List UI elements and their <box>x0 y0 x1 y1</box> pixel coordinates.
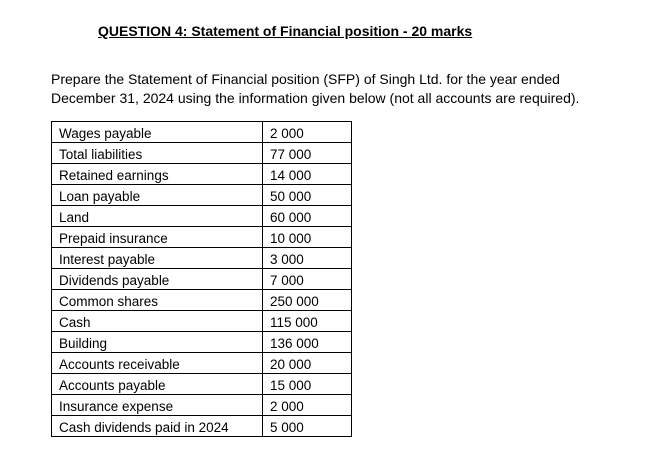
account-name: Retained earnings <box>52 164 263 185</box>
table-row <box>52 206 352 227</box>
account-amount: 14 000 <box>263 164 352 185</box>
instructions-line-2: December 31, 2024 using the information given below (not all accounts are required). <box>51 90 580 106</box>
account-name: Loan payable <box>52 185 263 206</box>
account-amount: 7 000 <box>263 269 352 290</box>
account-name: Building <box>52 332 263 353</box>
accounts-table <box>51 121 352 437</box>
table-row <box>52 248 352 269</box>
account-amount: 60 000 <box>263 206 352 227</box>
table-row <box>52 164 352 185</box>
account-name: Land <box>52 206 263 227</box>
instructions-line-1: Prepare the Statement of Financial position (SFP) of Singh Ltd. for the year ended <box>51 71 560 87</box>
account-name: Accounts payable <box>52 374 263 395</box>
table-row <box>52 269 352 290</box>
account-amount: 10 000 <box>263 227 352 248</box>
account-name: Cash <box>52 311 263 332</box>
account-amount: 136 000 <box>263 332 352 353</box>
account-name: Prepaid insurance <box>52 227 263 248</box>
table-row <box>52 353 352 374</box>
table-row <box>52 185 352 206</box>
table-row <box>52 374 352 395</box>
table-row <box>52 227 352 248</box>
account-name: Dividends payable <box>52 269 263 290</box>
account-amount: 15 000 <box>263 374 352 395</box>
account-name: Common shares <box>52 290 263 311</box>
account-amount: 2 000 <box>263 122 352 143</box>
account-name: Total liabilities <box>52 143 263 164</box>
account-name: Insurance expense <box>52 395 263 416</box>
account-amount: 250 000 <box>263 290 352 311</box>
table-row <box>52 143 352 164</box>
account-amount: 2 000 <box>263 395 352 416</box>
table-row <box>52 416 352 437</box>
table-row <box>52 332 352 353</box>
question-heading: QUESTION 4: Statement of Financial position - 20 marks <box>98 23 473 39</box>
table-row <box>52 290 352 311</box>
table-row <box>52 122 352 143</box>
account-name: Interest payable <box>52 248 263 269</box>
question-instructions <box>51 70 641 108</box>
account-name: Accounts receivable <box>52 353 263 374</box>
account-amount: 5 000 <box>263 416 352 437</box>
account-amount: 77 000 <box>263 143 352 164</box>
account-amount: 3 000 <box>263 248 352 269</box>
table-row <box>52 395 352 416</box>
account-amount: 50 000 <box>263 185 352 206</box>
account-amount: 20 000 <box>263 353 352 374</box>
table-row <box>52 311 352 332</box>
account-name: Cash dividends paid in 2024 <box>52 416 263 437</box>
account-amount: 115 000 <box>263 311 352 332</box>
account-name: Wages payable <box>52 122 263 143</box>
